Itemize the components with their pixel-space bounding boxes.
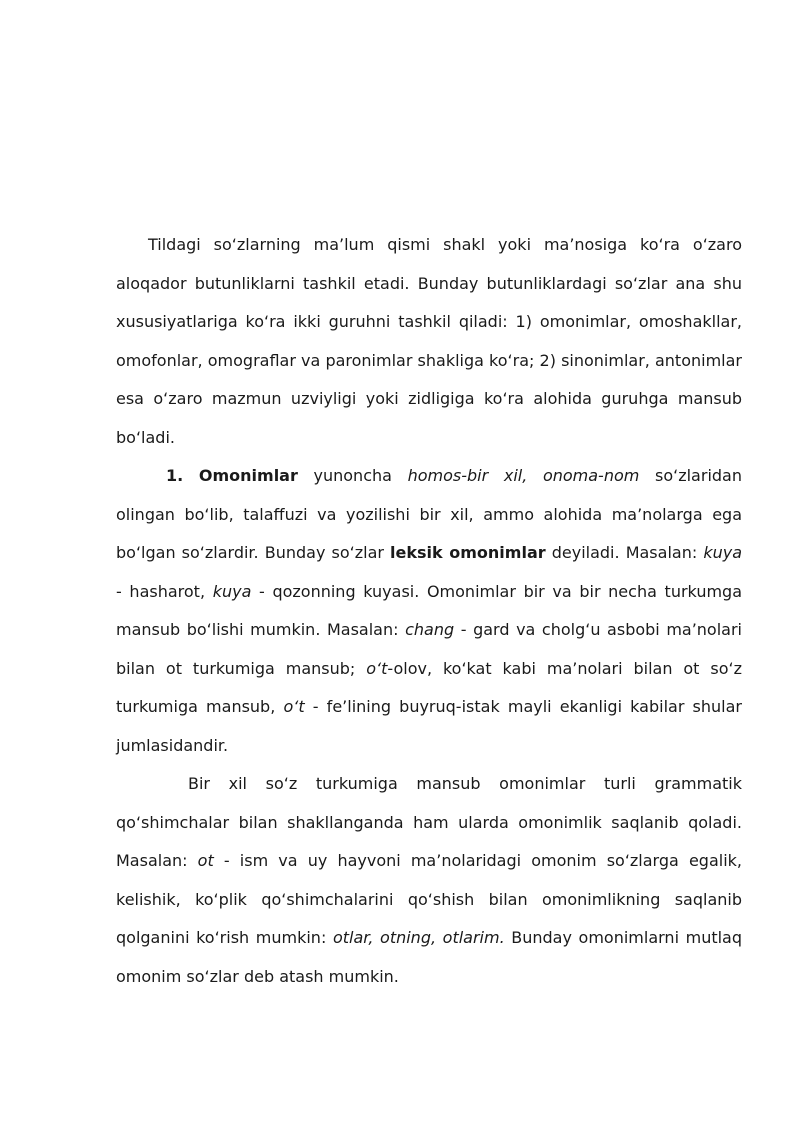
text-run: Bunday omonimlarni mutlaq omonim so‘zlar deb atash mumkin. — [116, 928, 743, 986]
example-word: ot — [197, 851, 214, 870]
paragraph-omonimlar — [116, 457, 742, 765]
text-run: Bir xil so‘z turkumiga mansub omonimlar turli grammatik qo‘shimchalar bilan shakllanganda ham ularda omonimlik saqlanib qoladi. Masalan: — [116, 774, 742, 870]
text-run: -olov, ko‘kat kabi ma’nolari bilan ot so‘z turkumiga mansub, — [116, 658, 742, 716]
paragraph-intro-text: Tildagi so‘zlarning ma’lum qismi shakl yoki ma’nosiga ko‘ra o‘zaro aloqador butunliklarni tashkil etadi. Bunday butunliklardagi so‘zlar ana shu xususiyatlariga ko‘ra ikki guruhni tashkil qiladi: 1) omonimlar, omoshakllar, omofonlar, omograflar va paronimlar shakliga ko‘ra; 2) sinonimlar, antonimlar esa o‘zaro mazmun uzviyligi yoki zidligiga ko‘ra alohida guruhga mansub bo‘ladi. — [116, 235, 742, 447]
text-run: so‘zlaridan olingan bo‘lib, talaffuzi va yozilishi bir xil, ammo alohida ma’nolarga ega bo‘lgan so‘zlardir. Bunday so‘zlar — [116, 466, 742, 562]
term-leksik-omonimlar: leksik omonimlar — [390, 543, 546, 562]
example-word: chang — [405, 620, 455, 639]
paragraph-grammatik — [116, 765, 742, 996]
term-omonimlar: Omonimlar — [198, 466, 298, 485]
text-run: - hasharot, — [116, 581, 213, 601]
text-run: deyiladi. Masalan: — [545, 543, 704, 562]
text-run: - fe’lining buyruq-istak mayli ekanligi kabilar shular jumlasidandir. — [116, 697, 742, 755]
text-run: - qozonning kuyasi. Omonimlar bir va bir necha turkumga mansub bo‘lishi mumkin. Masalan: — [116, 581, 743, 639]
text-run: yunoncha — [297, 466, 408, 485]
list-number: 1. — [166, 466, 184, 485]
example-word: o‘t — [366, 658, 388, 678]
example-word: o‘t — [283, 697, 305, 716]
document-page — [116, 226, 742, 996]
paragraph-intro — [116, 226, 742, 457]
text-run: - ism va uy hayvoni ma’nolaridagi omonim so‘zlarga egalik, kelishik, ko‘plik qo‘shimchalarini qo‘shish bilan omonimlikning saqlanib qolganini ko‘rish mumkin: — [116, 851, 742, 947]
example-word-list: otlar, otning, otlarim. — [332, 928, 505, 947]
example-word: kuya — [212, 581, 252, 601]
italic-etymology: homos-bir xil, onoma-nom — [407, 466, 640, 485]
text-run: - gard va cholg‘u asbobi ma’nolari bilan ot turkumiga mansub; — [116, 620, 742, 678]
example-word: kuya — [703, 543, 743, 562]
